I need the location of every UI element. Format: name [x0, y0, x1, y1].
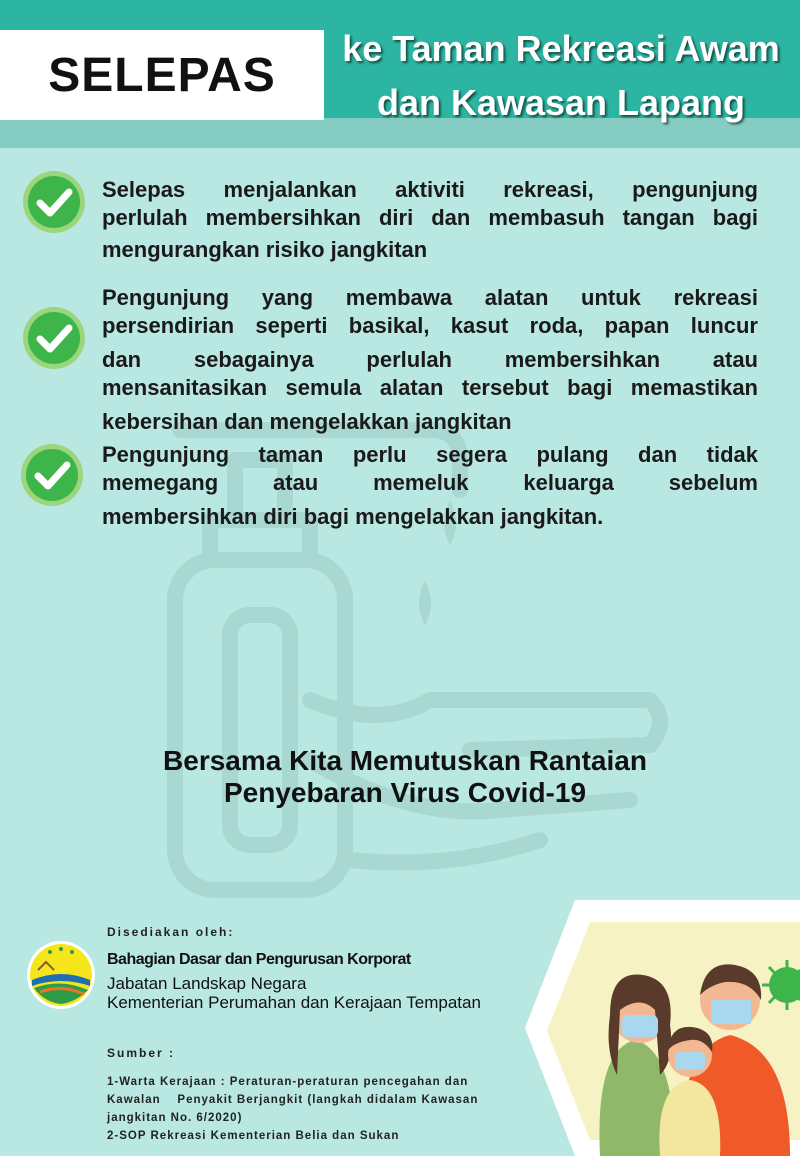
organization-division: Bahagian Dasar dan Pengurusan Korporat [107, 951, 411, 968]
check-circle-icon [22, 170, 86, 234]
source-label: Sumber : [107, 1046, 176, 1060]
guideline-item [102, 176, 758, 264]
organization-name [107, 974, 481, 1012]
family-mask-illustration [525, 900, 800, 1156]
guideline-item [102, 284, 758, 436]
guideline-line: Pengunjung taman perlu segera pulang dan tidak [102, 442, 758, 467]
guideline-line: kebersihan dan mengelakkan jangkitan [102, 409, 512, 434]
source-line: jangkitan No. 6/2020) [107, 1112, 243, 1124]
guideline-line: persendirian seperti basikal, kasut roda, papan luncur [102, 313, 758, 338]
subtitle-line: ke Taman Rekreasi Awam [342, 28, 780, 69]
motto-line: Bersama Kita Memutuskan Rantaian [163, 745, 647, 776]
guideline-line: memegang atau memeluk keluarga sebelum [102, 470, 758, 495]
source-line: 2-SOP Rekreasi Kementerian Belia dan Sukan [107, 1130, 400, 1142]
source-line: 1-Warta Kerajaan : Peraturan-peraturan pencegahan dan [107, 1076, 469, 1088]
guideline-item [102, 441, 758, 531]
page-title: SELEPAS [48, 48, 276, 102]
agency-logo [26, 940, 96, 1010]
motto-line: Penyebaran Virus Covid-19 [223, 777, 587, 808]
organization-department: Jabatan Landskap Negara [107, 974, 307, 993]
check-circle-icon [22, 306, 86, 370]
page-subtitle [330, 22, 792, 130]
guideline-line: dan sebagainya perlulah membersihkan atau [102, 347, 758, 372]
guideline-line: Selepas menjalankan aktiviti rekreasi, pengunjung [102, 177, 758, 202]
prepared-by-label: Disediakan oleh: [107, 925, 235, 939]
motto [100, 745, 710, 809]
source-line: Kawalan Penyakit Berjangkit (langkah didalam Kawasan [107, 1094, 479, 1106]
guideline-line: membersihkan diri bagi mengelakkan jangkitan. [102, 504, 604, 529]
source-list [107, 1073, 517, 1145]
guideline-line: Pengunjung yang membawa alatan untuk rekreasi [102, 285, 758, 310]
guideline-line: mensanitasikan semula alatan tersebut bagi memastikan [102, 375, 758, 400]
subtitle-line: dan Kawasan Lapang [376, 82, 746, 123]
title-box [0, 30, 324, 120]
guideline-line: perlulah membersihkan diri dan membasuh tangan bagi [102, 205, 758, 230]
organization-ministry: Kementerian Perumahan dan Kerajaan Tempatan [107, 993, 481, 1012]
check-circle-icon [20, 443, 84, 507]
guideline-line: mengurangkan risiko jangkitan [102, 237, 428, 262]
